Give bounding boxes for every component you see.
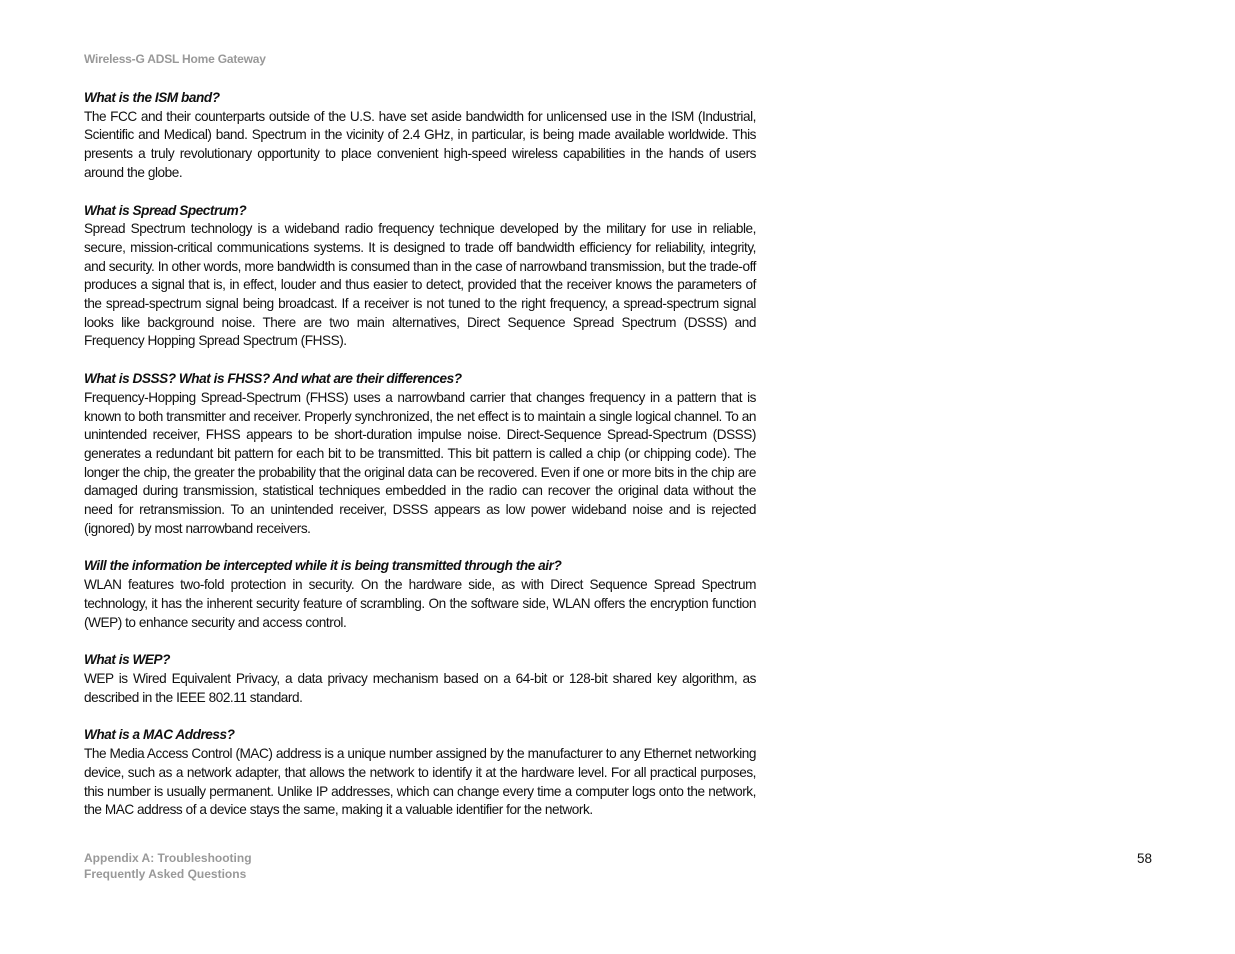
faq-answer: Spread Spectrum technology is a wideband radio frequency technique developed by the military for use in reliable, secure, mission-critical communications systems. It is designed to trade off bandwidth efficiency for reliability, integrity, and security. In other words, more bandwidth is consumed than in the case of narrowband transmission, but the trade-off produces a signal that is, in effect, louder and thus easier to detect, provided that the receiver knows the parameters of the spread-spectrum signal being broadcast. If a receiver is not tuned to the right frequency, a spread-spectrum signal looks like background noise. There are two main alternatives, Direct Sequence Spread Spectrum (DSSS) and Frequency Hopping Spread Spectrum (FHSS). [84,221,756,349]
faq-question: What is DSSS? What is FHSS? And what are their differences? [84,371,462,387]
faq-question: What is the ISM band? [84,90,220,105]
footer-subsection-title: Frequently Asked Questions [84,867,247,881]
faq-question: What is a MAC Address? [84,727,235,743]
faq-answer: WEP is Wired Equivalent Privacy, a data privacy mechanism based on a 64-bit or 128-bit shared key algorithm, as described in the IEEE 802.11 standard. [84,670,756,705]
faq-answer: WLAN features two-fold protection in security. On the hardware side, as with Direct Sequence Spread Spectrum technology, it has the inherent security feature of scrambling. On the software side, WLAN offers the encryption function (WEP) to enhance security and access control. [84,577,756,630]
faq-item-spread-spectrum [84,202,756,352]
faq-question: What is WEP? [84,652,170,668]
faq-question: Will the information be intercepted while it is being transmitted through the air? [84,558,562,574]
faq-item-wep [84,651,756,707]
faq-answer: Frequency-Hopping Spread-Spectrum (FHSS) uses a narrowband carrier that changes frequency in a pattern that is known to both transmitter and receiver. Properly synchronized, the net effect is to maintain a single logical channel. To an unintended receiver, FHSS appears to be short-duration impulse noise. Direct-Sequence Spread-Spectrum (DSSS) generates a redundant bit pattern for each bit to be transmitted. This bit pattern is called a chip (or chipping code). The longer the chip, the greater the probability that the original data can be recovered. Even if one or more bits in the chip are damaged during transmission, statistical techniques embedded in the radio can recover the original data without the need for retransmission. To an unintended receiver, DSSS appears as low power wideband noise and is rejected (ignored) by most narrowband receivers. [84,389,756,536]
faq-question: What is Spread Spectrum? [84,202,247,218]
faq-item-mac-address [84,726,756,820]
faq-item-dsss-fhss [84,370,756,538]
faq-item-ism-band [84,89,756,183]
footer-section-title: Appendix A: Troubleshooting [84,851,252,865]
faq-content [84,89,756,839]
page-number: 58 [1137,851,1153,866]
running-header: Wireless-G ADSL Home Gateway [84,52,266,66]
faq-item-interception [84,557,756,632]
faq-answer: The Media Access Control (MAC) address is a unique number assigned by the manufacturer to any Ethernet networking device, such as a network adapter, that allows the network to identify it at the hardware level. For all practical purposes, this number is usually permanent. Unlike IP addresses, which can change every time a computer logs onto the network, the MAC address of a device stays the same, making it a valuable identifier for the network. [84,746,756,818]
faq-answer: The FCC and their counterparts outside of the U.S. have set aside bandwidth for unlicensed use in the ISM (Industrial, Scientific and Medical) band. Spectrum in the vicinity of 2.4 GHz, in particular, is being made available worldwide. This presents a truly revolutionary opportunity to place convenient high-speed wireless capabilities in the hands of users around the globe. [84,108,756,180]
page-footer [84,850,252,882]
